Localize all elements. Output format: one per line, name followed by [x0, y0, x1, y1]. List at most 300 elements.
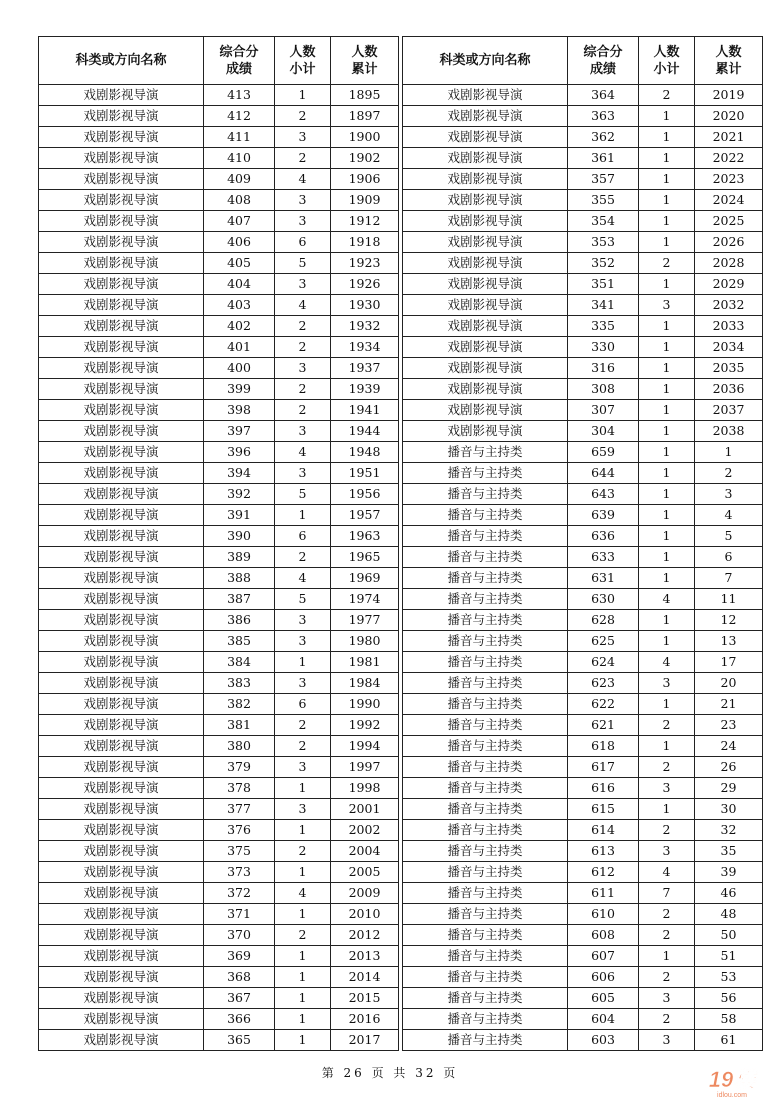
table-row — [403, 694, 763, 715]
table-row — [403, 820, 763, 841]
cell-count: 1 — [639, 127, 695, 148]
table-row — [39, 883, 399, 904]
cell-score: 316 — [568, 358, 639, 379]
cell-score: 380 — [204, 736, 275, 757]
cell-score: 366 — [204, 1009, 275, 1030]
cell-count: 1 — [639, 274, 695, 295]
cell-total: 2035 — [695, 358, 763, 379]
cell-score: 386 — [204, 610, 275, 631]
cell-count: 1 — [639, 148, 695, 169]
cell-count: 1 — [639, 484, 695, 505]
table-row — [403, 547, 763, 568]
cell-score: 384 — [204, 652, 275, 673]
header-count-label: 人数 小计 — [289, 44, 316, 77]
cell-name: 戏剧影视导演 — [39, 85, 204, 106]
cell-total: 2034 — [695, 337, 763, 358]
cell-total: 1981 — [331, 652, 399, 673]
cell-total: 32 — [695, 820, 763, 841]
cell-score: 382 — [204, 694, 275, 715]
cell-total: 46 — [695, 883, 763, 904]
cell-count: 1 — [639, 463, 695, 484]
cell-total: 2020 — [695, 106, 763, 127]
cell-score: 390 — [204, 526, 275, 547]
table-row — [403, 925, 763, 946]
cell-total: 29 — [695, 778, 763, 799]
cell-count: 1 — [275, 85, 331, 106]
table-row — [39, 925, 399, 946]
cell-name: 戏剧影视导演 — [39, 190, 204, 211]
cell-total: 1965 — [331, 547, 399, 568]
cell-name: 戏剧影视导演 — [39, 694, 204, 715]
table-row — [39, 694, 399, 715]
cell-count: 1 — [275, 1009, 331, 1030]
cell-count: 5 — [275, 484, 331, 505]
table-row — [403, 589, 763, 610]
table-row — [403, 778, 763, 799]
cell-total: 39 — [695, 862, 763, 883]
cell-name: 戏剧影视导演 — [403, 337, 568, 358]
table-row — [39, 295, 399, 316]
table-row — [39, 400, 399, 421]
table-row — [403, 1009, 763, 1030]
table-header-row — [39, 37, 399, 85]
cell-name: 戏剧影视导演 — [39, 799, 204, 820]
cell-name: 戏剧影视导演 — [39, 442, 204, 463]
cell-total: 1980 — [331, 631, 399, 652]
cell-total: 2032 — [695, 295, 763, 316]
table-row — [403, 421, 763, 442]
cell-count: 4 — [275, 883, 331, 904]
cell-score: 368 — [204, 967, 275, 988]
header-total — [331, 37, 399, 85]
cell-name: 戏剧影视导演 — [39, 883, 204, 904]
cell-name: 戏剧影视导演 — [39, 967, 204, 988]
cell-count: 2 — [639, 253, 695, 274]
cell-score: 409 — [204, 169, 275, 190]
cell-total: 53 — [695, 967, 763, 988]
cell-count: 1 — [639, 211, 695, 232]
cell-count: 5 — [275, 589, 331, 610]
cell-score: 362 — [568, 127, 639, 148]
cell-total: 1956 — [331, 484, 399, 505]
cell-name: 戏剧影视导演 — [39, 988, 204, 1009]
table-row — [403, 673, 763, 694]
table-row — [403, 442, 763, 463]
cell-total: 2021 — [695, 127, 763, 148]
cell-name: 戏剧影视导演 — [39, 400, 204, 421]
cell-score: 389 — [204, 547, 275, 568]
cell-count: 1 — [639, 799, 695, 820]
cell-score: 383 — [204, 673, 275, 694]
cell-score: 408 — [204, 190, 275, 211]
cell-name: 戏剧影视导演 — [39, 253, 204, 274]
cell-score: 659 — [568, 442, 639, 463]
cell-count: 1 — [639, 442, 695, 463]
cell-count: 2 — [639, 715, 695, 736]
table-row — [39, 127, 399, 148]
table-row — [403, 505, 763, 526]
cell-count: 3 — [639, 841, 695, 862]
cell-count: 1 — [639, 316, 695, 337]
cell-score: 388 — [204, 568, 275, 589]
cell-count: 1 — [639, 232, 695, 253]
cell-total: 2001 — [331, 799, 399, 820]
cell-total: 1897 — [331, 106, 399, 127]
cell-total: 1998 — [331, 778, 399, 799]
cell-name: 播音与主持类 — [403, 484, 568, 505]
cell-count: 2 — [275, 547, 331, 568]
cell-score: 353 — [568, 232, 639, 253]
cell-score: 378 — [204, 778, 275, 799]
cell-total: 48 — [695, 904, 763, 925]
cell-score: 603 — [568, 1030, 639, 1051]
cell-score: 307 — [568, 400, 639, 421]
cell-total: 2004 — [331, 841, 399, 862]
cell-score: 636 — [568, 526, 639, 547]
cell-name: 戏剧影视导演 — [39, 106, 204, 127]
cell-count: 2 — [639, 757, 695, 778]
cell-count: 1 — [639, 190, 695, 211]
cell-total: 23 — [695, 715, 763, 736]
table-row — [39, 757, 399, 778]
cell-total: 1974 — [331, 589, 399, 610]
cell-total: 2037 — [695, 400, 763, 421]
cell-name: 戏剧影视导演 — [403, 127, 568, 148]
table-row — [403, 85, 763, 106]
cell-count: 3 — [639, 778, 695, 799]
score-table-right — [402, 36, 763, 1051]
cell-name: 戏剧影视导演 — [403, 295, 568, 316]
cell-name: 播音与主持类 — [403, 526, 568, 547]
cell-score: 406 — [204, 232, 275, 253]
cell-score: 330 — [568, 337, 639, 358]
cell-total: 3 — [695, 484, 763, 505]
cell-name: 戏剧影视导演 — [39, 337, 204, 358]
cell-name: 戏剧影视导演 — [39, 526, 204, 547]
cell-name: 播音与主持类 — [403, 757, 568, 778]
cell-count: 3 — [275, 463, 331, 484]
cell-score: 413 — [204, 85, 275, 106]
cell-score: 335 — [568, 316, 639, 337]
cell-total: 1895 — [331, 85, 399, 106]
cell-total: 2017 — [331, 1030, 399, 1051]
header-score-label: 综合分 成绩 — [219, 44, 259, 77]
cell-score: 611 — [568, 883, 639, 904]
cell-total: 1906 — [331, 169, 399, 190]
table-row — [403, 316, 763, 337]
cell-total: 2025 — [695, 211, 763, 232]
cell-count: 6 — [275, 526, 331, 547]
cell-count: 1 — [275, 1030, 331, 1051]
cell-total: 6 — [695, 547, 763, 568]
cell-total: 13 — [695, 631, 763, 652]
cell-score: 355 — [568, 190, 639, 211]
cell-total: 2024 — [695, 190, 763, 211]
table-row — [39, 106, 399, 127]
table-row — [39, 526, 399, 547]
cell-count: 1 — [275, 967, 331, 988]
table-row — [403, 715, 763, 736]
cell-name: 戏剧影视导演 — [39, 295, 204, 316]
cell-total: 2022 — [695, 148, 763, 169]
cell-count: 3 — [275, 673, 331, 694]
cell-total: 1918 — [331, 232, 399, 253]
cell-name: 播音与主持类 — [403, 610, 568, 631]
watermark-text: 19楼 — [708, 1067, 756, 1092]
header-count — [275, 37, 331, 85]
watermark-subtext: idlou.com — [717, 1092, 747, 1099]
table-row — [39, 442, 399, 463]
cell-count: 1 — [275, 988, 331, 1009]
cell-score: 361 — [568, 148, 639, 169]
cell-total: 1932 — [331, 316, 399, 337]
cell-name: 戏剧影视导演 — [39, 778, 204, 799]
cell-score: 400 — [204, 358, 275, 379]
table-row — [39, 148, 399, 169]
table-row — [403, 232, 763, 253]
cell-score: 376 — [204, 820, 275, 841]
cell-total: 56 — [695, 988, 763, 1009]
cell-total: 1992 — [331, 715, 399, 736]
cell-score: 399 — [204, 379, 275, 400]
cell-score: 618 — [568, 736, 639, 757]
table-row — [39, 253, 399, 274]
cell-total: 61 — [695, 1030, 763, 1051]
table-row — [39, 484, 399, 505]
cell-count: 2 — [639, 1009, 695, 1030]
cell-score: 401 — [204, 337, 275, 358]
cell-total: 1984 — [331, 673, 399, 694]
cell-name: 播音与主持类 — [403, 736, 568, 757]
cell-count: 1 — [639, 421, 695, 442]
table-row — [39, 358, 399, 379]
cell-count: 3 — [275, 631, 331, 652]
cell-total: 1909 — [331, 190, 399, 211]
cell-count: 1 — [639, 358, 695, 379]
site-watermark-logo — [692, 1063, 774, 1099]
cell-count: 1 — [275, 778, 331, 799]
cell-total: 2005 — [331, 862, 399, 883]
cell-name: 戏剧影视导演 — [39, 316, 204, 337]
cell-total: 2038 — [695, 421, 763, 442]
cell-total: 2033 — [695, 316, 763, 337]
cell-score: 643 — [568, 484, 639, 505]
cell-name: 戏剧影视导演 — [39, 652, 204, 673]
cell-total: 1994 — [331, 736, 399, 757]
cell-score: 606 — [568, 967, 639, 988]
cell-count: 7 — [639, 883, 695, 904]
table-row — [39, 946, 399, 967]
cell-name: 播音与主持类 — [403, 862, 568, 883]
cell-count: 1 — [639, 106, 695, 127]
cell-count: 1 — [639, 400, 695, 421]
table-row — [39, 862, 399, 883]
table-row — [403, 988, 763, 1009]
cell-name: 戏剧影视导演 — [39, 820, 204, 841]
cell-count: 2 — [275, 925, 331, 946]
cell-name: 播音与主持类 — [403, 631, 568, 652]
cell-score: 369 — [204, 946, 275, 967]
table-row — [403, 652, 763, 673]
cell-score: 371 — [204, 904, 275, 925]
cell-count: 3 — [639, 673, 695, 694]
table-row — [39, 778, 399, 799]
cell-name: 戏剧影视导演 — [403, 316, 568, 337]
cell-total: 2016 — [331, 1009, 399, 1030]
cell-total: 1941 — [331, 400, 399, 421]
table-row — [403, 631, 763, 652]
cell-score: 410 — [204, 148, 275, 169]
cell-count: 4 — [275, 169, 331, 190]
cell-total: 2019 — [695, 85, 763, 106]
table-row — [403, 400, 763, 421]
cell-name: 播音与主持类 — [403, 463, 568, 484]
cell-count: 1 — [639, 694, 695, 715]
table-row — [403, 190, 763, 211]
cell-count: 5 — [275, 253, 331, 274]
cell-name: 戏剧影视导演 — [39, 736, 204, 757]
cell-count: 4 — [275, 442, 331, 463]
table-row — [403, 379, 763, 400]
table-row — [403, 127, 763, 148]
cell-score: 352 — [568, 253, 639, 274]
cell-count: 3 — [275, 799, 331, 820]
cell-score: 381 — [204, 715, 275, 736]
cell-total: 2026 — [695, 232, 763, 253]
cell-name: 戏剧影视导演 — [39, 904, 204, 925]
cell-name: 戏剧影视导演 — [39, 484, 204, 505]
table-row — [403, 148, 763, 169]
table-row — [403, 883, 763, 904]
cell-count: 2 — [275, 400, 331, 421]
cell-total: 1948 — [331, 442, 399, 463]
cell-count: 1 — [275, 505, 331, 526]
table-row — [39, 820, 399, 841]
cell-name: 戏剧影视导演 — [39, 421, 204, 442]
table-body — [403, 85, 763, 1051]
cell-name: 播音与主持类 — [403, 442, 568, 463]
cell-score: 631 — [568, 568, 639, 589]
table-row — [39, 988, 399, 1009]
cell-score: 373 — [204, 862, 275, 883]
cell-count: 1 — [275, 652, 331, 673]
cell-score: 633 — [568, 547, 639, 568]
cell-score: 613 — [568, 841, 639, 862]
cell-total: 1912 — [331, 211, 399, 232]
cell-name: 戏剧影视导演 — [403, 400, 568, 421]
cell-total: 35 — [695, 841, 763, 862]
cell-count: 3 — [275, 610, 331, 631]
header-total-label: 人数 累计 — [715, 44, 742, 77]
cell-name: 播音与主持类 — [403, 967, 568, 988]
cell-name: 播音与主持类 — [403, 841, 568, 862]
header-name: 科类或方向名称 — [39, 37, 204, 85]
cell-score: 616 — [568, 778, 639, 799]
header-count — [639, 37, 695, 85]
cell-name: 戏剧影视导演 — [403, 274, 568, 295]
cell-score: 304 — [568, 421, 639, 442]
cell-name: 戏剧影视导演 — [39, 358, 204, 379]
cell-score: 354 — [568, 211, 639, 232]
cell-count: 4 — [639, 652, 695, 673]
cell-name: 戏剧影视导演 — [39, 925, 204, 946]
cell-count: 6 — [275, 694, 331, 715]
table-row — [39, 736, 399, 757]
cell-count: 1 — [275, 904, 331, 925]
cell-name: 播音与主持类 — [403, 547, 568, 568]
cell-score: 617 — [568, 757, 639, 778]
cell-count: 2 — [639, 967, 695, 988]
cell-count: 6 — [275, 232, 331, 253]
cell-name: 戏剧影视导演 — [39, 946, 204, 967]
table-row — [39, 169, 399, 190]
table-row — [39, 379, 399, 400]
cell-total: 1934 — [331, 337, 399, 358]
cell-count: 1 — [639, 526, 695, 547]
cell-name: 戏剧影视导演 — [39, 862, 204, 883]
cell-score: 407 — [204, 211, 275, 232]
table-row — [403, 841, 763, 862]
cell-total: 2012 — [331, 925, 399, 946]
cell-name: 戏剧影视导演 — [403, 379, 568, 400]
cell-total: 1902 — [331, 148, 399, 169]
table-row — [403, 862, 763, 883]
header-name: 科类或方向名称 — [403, 37, 568, 85]
cell-score: 621 — [568, 715, 639, 736]
cell-total: 2002 — [331, 820, 399, 841]
cell-total: 2023 — [695, 169, 763, 190]
header-score — [204, 37, 275, 85]
cell-name: 播音与主持类 — [403, 652, 568, 673]
cell-name: 戏剧影视导演 — [39, 610, 204, 631]
table-row — [39, 967, 399, 988]
cell-score: 622 — [568, 694, 639, 715]
table-row — [403, 337, 763, 358]
cell-score: 375 — [204, 841, 275, 862]
table-row — [403, 967, 763, 988]
table-row — [403, 253, 763, 274]
cell-name: 戏剧影视导演 — [403, 148, 568, 169]
cell-count: 1 — [639, 547, 695, 568]
table-row — [403, 463, 763, 484]
cell-name: 播音与主持类 — [403, 988, 568, 1009]
table-row — [39, 568, 399, 589]
cell-total: 1990 — [331, 694, 399, 715]
cell-name: 戏剧影视导演 — [403, 85, 568, 106]
table-row — [403, 169, 763, 190]
cell-score: 411 — [204, 127, 275, 148]
cell-score: 612 — [568, 862, 639, 883]
cell-name: 戏剧影视导演 — [403, 211, 568, 232]
cell-total: 24 — [695, 736, 763, 757]
cell-count: 1 — [275, 862, 331, 883]
cell-name: 戏剧影视导演 — [39, 211, 204, 232]
cell-name: 戏剧影视导演 — [403, 421, 568, 442]
cell-total: 1926 — [331, 274, 399, 295]
cell-total: 1963 — [331, 526, 399, 547]
table-row — [403, 799, 763, 820]
cell-count: 1 — [639, 379, 695, 400]
cell-score: 604 — [568, 1009, 639, 1030]
cell-count: 3 — [275, 757, 331, 778]
table-row — [39, 337, 399, 358]
page-footer: 第 26 页 共 32 页 — [321, 1066, 459, 1080]
cell-score: 624 — [568, 652, 639, 673]
cell-score: 623 — [568, 673, 639, 694]
cell-name: 戏剧影视导演 — [39, 127, 204, 148]
cell-total: 2014 — [331, 967, 399, 988]
cell-score: 398 — [204, 400, 275, 421]
